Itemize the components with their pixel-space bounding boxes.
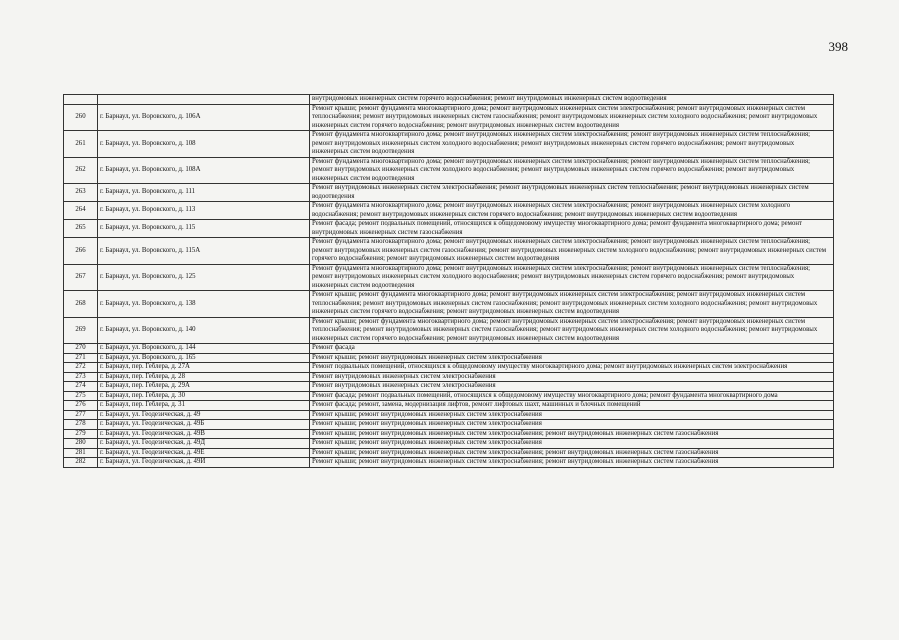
row-address: г. Барнаул, пер. Геблера, д. 28	[98, 372, 310, 382]
row-number: 271	[64, 353, 98, 363]
table-row	[64, 238, 834, 265]
row-works: Ремонт крыши; ремонт внутридомовых инженерных систем электроснабжения; ремонт внутридомовых инженерных систем газоснабжения	[310, 448, 834, 458]
table-row	[64, 372, 834, 382]
table-row	[64, 104, 834, 131]
page-number: 398	[828, 39, 848, 54]
row-number: 265	[64, 220, 98, 238]
row-address: г. Барнаул, ул. Геодезическая, д. 49Б	[98, 420, 310, 430]
table-row	[64, 420, 834, 430]
row-address: г. Барнаул, ул. Воровского, д. 138	[98, 291, 310, 318]
row-address: г. Барнаул, ул. Воровского, д. 115А	[98, 238, 310, 265]
row-address: г. Барнаул, ул. Геодезическая, д. 49И	[98, 458, 310, 468]
table-row	[64, 264, 834, 291]
table-row	[64, 401, 834, 411]
row-works: Ремонт фасада; ремонт подвальных помещений, относящихся к общедомовому имуществу многоквартирного дома; ремонт фундамента многоквартирного дома; ремонт внутридомовых инженерных систем газоснабжения	[310, 220, 834, 238]
row-address: г. Барнаул, ул. Воровского, д. 140	[98, 317, 310, 344]
row-works: Ремонт фундамента многоквартирного дома; ремонт внутридомовых инженерных систем электроснабжения; ремонт внутридомовых инженерных систем теплоснабжения; ремонт внутридомовых инженерных систем холодного водоснабжения; ремонт внутридомовых инженерных систем горячего водоснабжения; ремонт внутридомовых инженерных систем водоотведения	[310, 157, 834, 184]
row-works: Ремонт подвальных помещений, относящихся к общедомовому имуществу многоквартирного дома; ремонт внутридомовых инженерных систем электроснабжения	[310, 363, 834, 373]
row-works: Ремонт фасада; ремонт, замена, модернизация лифтов, ремонт лифтовых шахт, машинных и блочных помещений	[310, 401, 834, 411]
row-number	[64, 95, 98, 105]
row-address: г. Барнаул, ул. Воровского, д. 106А	[98, 104, 310, 131]
row-address: г. Барнаул, пер. Геблера, д. 29А	[98, 382, 310, 392]
row-number: 266	[64, 238, 98, 265]
row-works: Ремонт внутридомовых инженерных систем электроснабжения	[310, 372, 834, 382]
row-address: г. Барнаул, ул. Воровского, д. 113	[98, 202, 310, 220]
row-address: г. Барнаул, ул. Воровского, д. 108	[98, 131, 310, 158]
row-number: 279	[64, 429, 98, 439]
table-row	[64, 448, 834, 458]
row-address: г. Барнаул, ул. Воровского, д. 108А	[98, 157, 310, 184]
row-number: 264	[64, 202, 98, 220]
row-number: 268	[64, 291, 98, 318]
row-address: г. Барнаул, пер. Геблера, д. 31	[98, 401, 310, 411]
table-row	[64, 429, 834, 439]
row-works: Ремонт фундамента многоквартирного дома; ремонт внутридомовых инженерных систем электроснабжения; ремонт внутридомовых инженерных систем теплоснабжения; ремонт внутридомовых инженерных систем холодного водоснабжения; ремонт внутридомовых инженерных систем горячего водоснабжения; ремонт внутридомовых инженерных систем водоотведения	[310, 264, 834, 291]
row-number: 263	[64, 184, 98, 202]
table-row	[64, 317, 834, 344]
row-number: 276	[64, 401, 98, 411]
row-address: г. Барнаул, ул. Воровского, д. 125	[98, 264, 310, 291]
table-body	[64, 95, 834, 468]
row-number: 262	[64, 157, 98, 184]
table-row	[64, 391, 834, 401]
table-row	[64, 131, 834, 158]
row-number: 267	[64, 264, 98, 291]
row-address: г. Барнаул, ул. Воровского, д. 111	[98, 184, 310, 202]
table-row	[64, 220, 834, 238]
table-row	[64, 382, 834, 392]
row-works: Ремонт фундамента многоквартирного дома; ремонт внутридомовых инженерных систем электроснабжения; ремонт внутридомовых инженерных систем холодного водоснабжения; ремонт внутридомовых инженерных систем горячего водоснабжения; ремонт внутридомовых инженерных систем водоотведения	[310, 202, 834, 220]
row-works: Ремонт крыши; ремонт внутридомовых инженерных систем электроснабжения	[310, 439, 834, 449]
table-row	[64, 344, 834, 354]
table-row	[64, 157, 834, 184]
row-number: 281	[64, 448, 98, 458]
row-number: 270	[64, 344, 98, 354]
row-works: Ремонт фасада	[310, 344, 834, 354]
row-works: Ремонт фасада; ремонт подвальных помещений, относящихся к общедомовому имуществу многоквартирного дома; ремонт фундамента многоквартирного дома	[310, 391, 834, 401]
row-number: 273	[64, 372, 98, 382]
table-row	[64, 353, 834, 363]
row-works: Ремонт крыши; ремонт внутридомовых инженерных систем электроснабжения	[310, 410, 834, 420]
table-row	[64, 202, 834, 220]
row-address: г. Барнаул, ул. Воровского, д. 165	[98, 353, 310, 363]
table-row	[64, 291, 834, 318]
row-works: Ремонт крыши; ремонт внутридомовых инженерных систем электроснабжения	[310, 353, 834, 363]
row-works: Ремонт крыши; ремонт фундамента многоквартирного дома; ремонт внутридомовых инженерных систем электроснабжения; ремонт внутридомовых инженерных систем теплоснабжения; ремонт внутридомовых инженерных систем газоснабжения; ремонт внутридомовых инженерных систем холодного водоснабжения; ремонт внутридомовых инженерных систем горячего водоснабжения; ремонт внутридомовых инженерных систем водоотведения	[310, 104, 834, 131]
row-works: Ремонт крыши; ремонт внутридомовых инженерных систем электроснабжения; ремонт внутридомовых инженерных систем газоснабжения	[310, 429, 834, 439]
table-row	[64, 363, 834, 373]
row-address: г. Барнаул, ул. Геодезическая, д. 49В	[98, 429, 310, 439]
table-row	[64, 95, 834, 105]
repair-register-table	[63, 94, 834, 468]
row-works: Ремонт крыши; ремонт внутридомовых инженерных систем электроснабжения	[310, 420, 834, 430]
row-works: Ремонт фундамента многоквартирного дома; ремонт внутридомовых инженерных систем электроснабжения; ремонт внутридомовых инженерных систем теплоснабжения; ремонт внутридомовых инженерных систем холодного водоснабжения; ремонт внутридомовых инженерных систем горячего водоснабжения; ремонт внутридомовых инженерных систем водоотведения	[310, 131, 834, 158]
row-number: 272	[64, 363, 98, 373]
row-address: г. Барнаул, ул. Геодезическая, д. 49	[98, 410, 310, 420]
row-works: Ремонт фундамента многоквартирного дома; ремонт внутридомовых инженерных систем электроснабжения; ремонт внутридомовых инженерных систем теплоснабжения; ремонт внутридомовых инженерных систем газоснабжения; ремонт внутридомовых инженерных систем холодного водоснабжения; ремонт внутридомовых инженерных систем горячего водоснабжения; ремонт внутридомовых инженерных систем водоотведения	[310, 238, 834, 265]
row-number: 280	[64, 439, 98, 449]
row-address: г. Барнаул, ул. Геодезическая, д. 49Е	[98, 448, 310, 458]
table-row	[64, 458, 834, 468]
row-address: г. Барнаул, ул. Воровского, д. 115	[98, 220, 310, 238]
row-address: г. Барнаул, пер. Геблера, д. 27А	[98, 363, 310, 373]
row-works: Ремонт внутридомовых инженерных систем электроснабжения; ремонт внутридомовых инженерных систем теплоснабжения; ремонт внутридомовых инженерных систем водоотведения	[310, 184, 834, 202]
row-address: г. Барнаул, ул. Геодезическая, д. 49Д	[98, 439, 310, 449]
table-row	[64, 184, 834, 202]
row-address: г. Барнаул, ул. Воровского, д. 144	[98, 344, 310, 354]
row-number: 277	[64, 410, 98, 420]
table-row	[64, 410, 834, 420]
row-works: Ремонт внутридомовых инженерных систем электроснабжения	[310, 382, 834, 392]
row-address	[98, 95, 310, 105]
row-number: 261	[64, 131, 98, 158]
row-address: г. Барнаул, пер. Геблера, д. 30	[98, 391, 310, 401]
row-works: Ремонт крыши; ремонт фундамента многоквартирного дома; ремонт внутридомовых инженерных систем электроснабжения; ремонт внутридомовых инженерных систем теплоснабжения; ремонт внутридомовых инженерных систем газоснабжения; ремонт внутридомовых инженерных систем холодного водоснабжения; ремонт внутридомовых инженерных систем горячего водоснабжения; ремонт внутридомовых инженерных систем водоотведения	[310, 317, 834, 344]
table-row	[64, 439, 834, 449]
row-works: внутридомовых инженерных систем горячего водоснабжения; ремонт внутридомовых инженерных систем водоотведения	[310, 95, 834, 105]
row-number: 269	[64, 317, 98, 344]
row-number: 282	[64, 458, 98, 468]
row-number: 278	[64, 420, 98, 430]
row-works: Ремонт крыши; ремонт фундамента многоквартирного дома; ремонт внутридомовых инженерных систем электроснабжения; ремонт внутридомовых инженерных систем теплоснабжения; ремонт внутридомовых инженерных систем газоснабжения; ремонт внутридомовых инженерных систем холодного водоснабжения; ремонт внутридомовых инженерных систем горячего водоснабжения; ремонт внутридомовых инженерных систем водоотведения	[310, 291, 834, 318]
row-number: 274	[64, 382, 98, 392]
row-number: 275	[64, 391, 98, 401]
row-works: Ремонт крыши; ремонт внутридомовых инженерных систем электроснабжения; ремонт внутридомовых инженерных систем газоснабжения	[310, 458, 834, 468]
row-number: 260	[64, 104, 98, 131]
